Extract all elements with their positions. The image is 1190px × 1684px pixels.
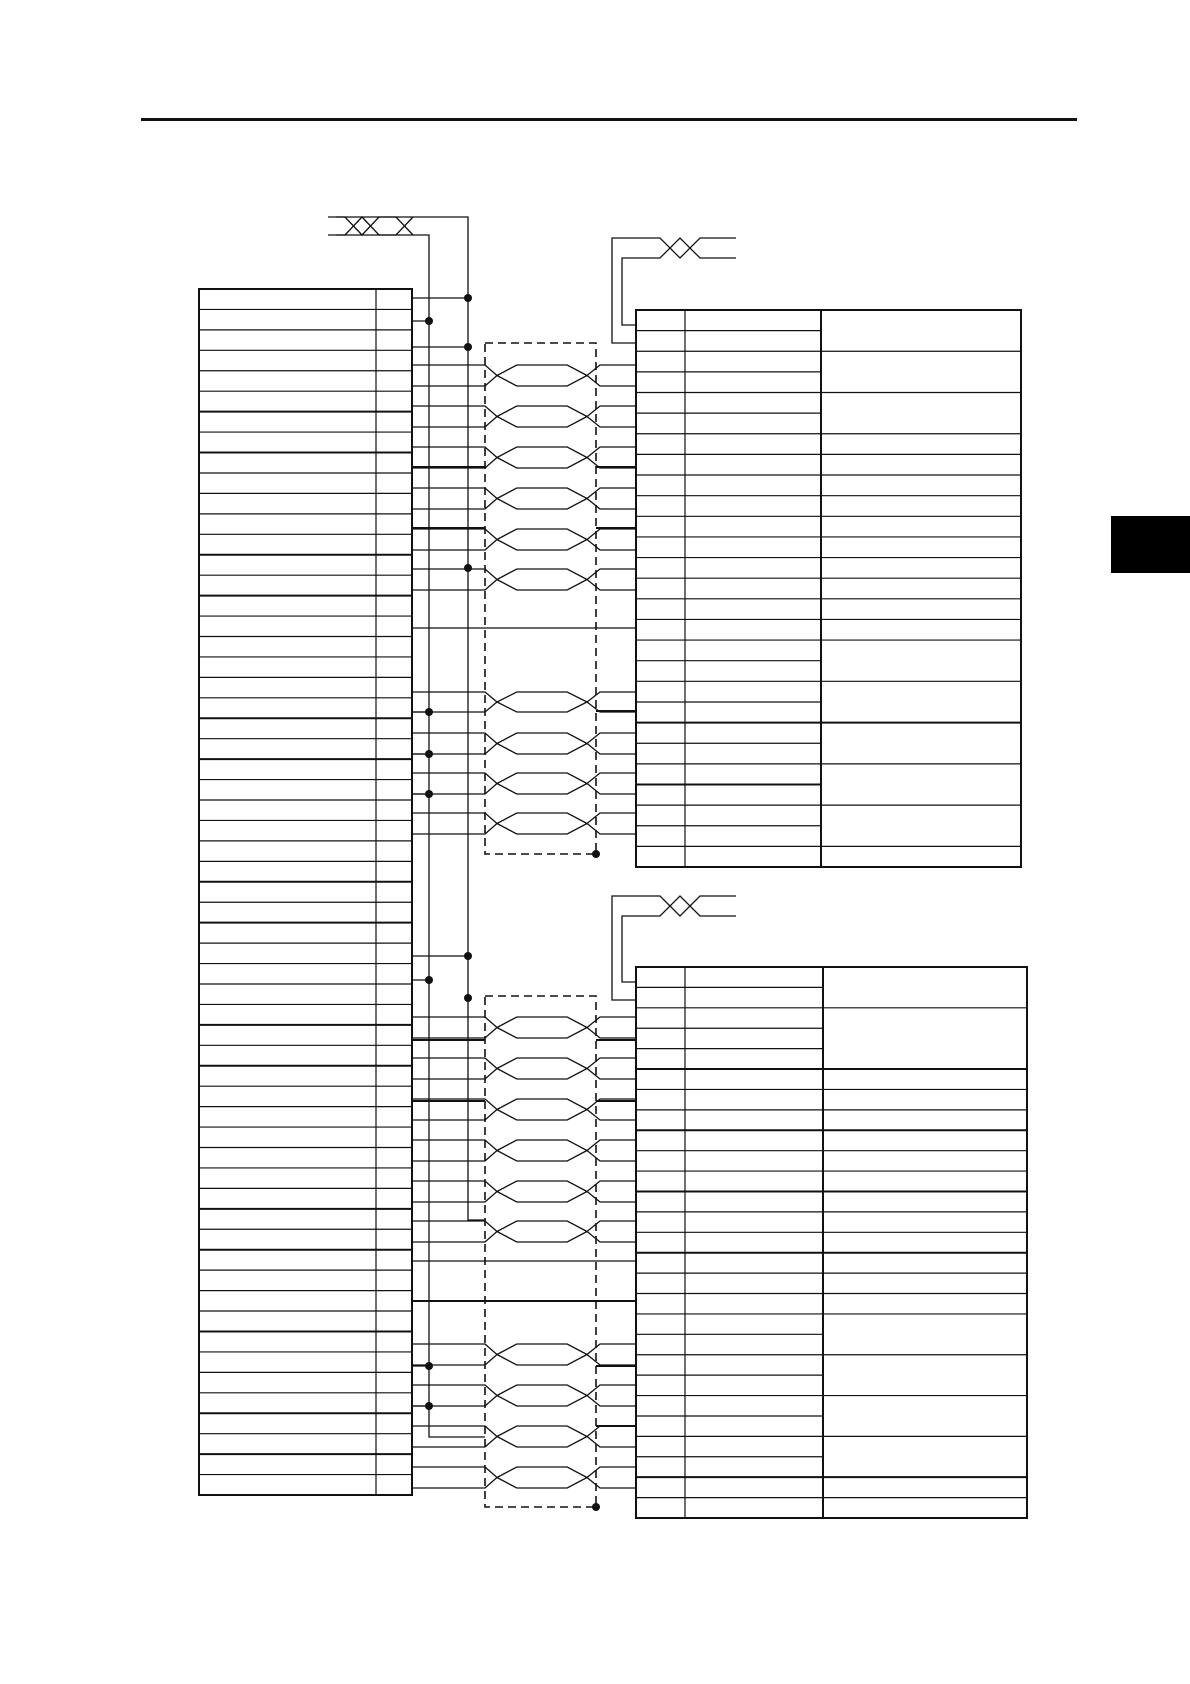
twisted-pair-bottom bbox=[497, 1192, 587, 1203]
pair-right-top bbox=[587, 365, 636, 376]
twisted-pair-top bbox=[497, 692, 587, 702]
wires bbox=[328, 217, 736, 1488]
twisted-pair-bottom bbox=[497, 417, 587, 428]
twisted-pair-bottom bbox=[497, 1396, 587, 1407]
pair-right-bottom bbox=[587, 744, 636, 755]
twisted-pair-bottom bbox=[497, 499, 587, 510]
pair-right-top bbox=[587, 488, 636, 499]
pair-right-bottom bbox=[587, 1069, 636, 1080]
junction-dot bbox=[464, 994, 472, 1002]
upper-connector-frame bbox=[636, 310, 1021, 867]
pair-right-bottom bbox=[587, 784, 636, 795]
upper-shield-drain bbox=[612, 238, 736, 343]
pair-right-top bbox=[587, 1181, 636, 1192]
twisted-pair-top bbox=[497, 1385, 587, 1396]
twisted-pair-bottom bbox=[497, 458, 587, 469]
twisted-pair-bottom bbox=[497, 702, 587, 712]
pair-right-top bbox=[587, 1385, 636, 1396]
twisted-pair-top bbox=[497, 569, 587, 580]
pair-right-bottom bbox=[587, 1192, 636, 1203]
lower-connector-table bbox=[636, 967, 1027, 1518]
junction-dot bbox=[464, 343, 472, 351]
twisted-pair-bottom bbox=[497, 1478, 587, 1489]
pair-right-top bbox=[587, 1221, 636, 1232]
twisted-pair-bottom bbox=[497, 580, 587, 591]
twisted-pair-bottom bbox=[497, 784, 587, 795]
pair-right-top bbox=[587, 1058, 636, 1069]
twisted-pair-top bbox=[497, 1140, 587, 1151]
pair-right-top bbox=[587, 1344, 636, 1355]
twisted-pair-bottom bbox=[497, 376, 587, 387]
twisted-pair-bottom bbox=[497, 1151, 587, 1162]
twisted-pair-bottom bbox=[497, 1355, 587, 1366]
pair-right-top bbox=[587, 1017, 636, 1028]
junction-dot bbox=[592, 850, 600, 858]
junction-dot bbox=[425, 317, 433, 325]
junction-dot bbox=[425, 976, 433, 984]
twisted-pair-top bbox=[497, 1467, 587, 1478]
junction-dot bbox=[464, 294, 472, 302]
pair-right-bottom bbox=[587, 1355, 636, 1366]
twisted-pair-top bbox=[497, 813, 587, 824]
junction-dot bbox=[464, 564, 472, 572]
left-connector-frame bbox=[199, 289, 412, 1495]
twisted-pair-top bbox=[497, 488, 587, 499]
lower-shield-drain bbox=[612, 896, 736, 1000]
twisted-pair-bottom bbox=[497, 540, 587, 551]
pair-right-top bbox=[587, 1140, 636, 1151]
lower-connector-frame bbox=[636, 967, 1027, 1518]
upper-connector-table bbox=[636, 310, 1021, 867]
junction-dots bbox=[425, 294, 600, 1511]
twisted-pair-bottom bbox=[497, 744, 587, 755]
twisted-pair-top bbox=[497, 733, 587, 744]
twisted-pair-symbols bbox=[497, 365, 587, 1488]
junction-dot bbox=[464, 952, 472, 960]
junction-dot bbox=[425, 750, 433, 758]
twisted-pair-bottom bbox=[497, 1110, 587, 1121]
pair-right-top bbox=[587, 569, 636, 580]
junction-dot bbox=[425, 790, 433, 798]
pair-right-top bbox=[587, 813, 636, 824]
pair-right-top bbox=[587, 1426, 636, 1437]
pair-right-bottom bbox=[587, 580, 636, 591]
junction-dot bbox=[425, 1402, 433, 1410]
pair-right-bottom bbox=[587, 1232, 636, 1243]
pair-right-top bbox=[587, 773, 636, 784]
twisted-pair-bottom bbox=[497, 1437, 587, 1448]
twisted-pair-bottom bbox=[497, 1028, 587, 1039]
pair-right-top bbox=[587, 529, 636, 540]
twisted-pair-top bbox=[497, 365, 587, 376]
pair-right-bottom bbox=[587, 499, 636, 510]
pair-right-top bbox=[587, 692, 636, 702]
twisted-pair-bottom bbox=[497, 1232, 587, 1243]
twisted-pair-bottom bbox=[497, 1069, 587, 1080]
junction-dot bbox=[425, 708, 433, 716]
pair-right-bottom bbox=[587, 1028, 636, 1039]
pair-right-top bbox=[587, 733, 636, 744]
bus-ground-line bbox=[336, 235, 485, 1437]
pair-right-bottom bbox=[587, 540, 636, 551]
shield-boxes bbox=[485, 343, 596, 1507]
junction-dot bbox=[592, 1503, 600, 1511]
junction-dot bbox=[425, 1362, 433, 1370]
pair-right-top bbox=[587, 447, 636, 458]
twisted-pair-top bbox=[497, 406, 587, 417]
twisted-pair-top bbox=[497, 1017, 587, 1028]
pair-right-top bbox=[587, 406, 636, 417]
pair-right-bottom bbox=[587, 1437, 636, 1448]
twisted-pair-top bbox=[497, 1344, 587, 1355]
twisted-pair-top bbox=[497, 773, 587, 784]
twisted-pair-top bbox=[497, 1058, 587, 1069]
twisted-pair-bottom bbox=[497, 824, 587, 835]
pair-right-bottom bbox=[587, 417, 636, 428]
pair-right-bottom bbox=[587, 824, 636, 835]
pair-right-bottom bbox=[587, 1110, 636, 1121]
twisted-pair-top bbox=[497, 1221, 587, 1232]
twisted-pair-top bbox=[497, 1099, 587, 1110]
lower-shield-drain bbox=[622, 896, 736, 982]
pair-right-bottom bbox=[587, 376, 636, 387]
left-connector-table bbox=[199, 289, 412, 1495]
twisted-pair-top bbox=[497, 1426, 587, 1437]
upper-shield-drain bbox=[622, 238, 736, 325]
pair-right-bottom bbox=[587, 1151, 636, 1162]
twisted-pair-top bbox=[497, 1181, 587, 1192]
pair-right-bottom bbox=[587, 1396, 636, 1407]
pair-right-top bbox=[587, 1467, 636, 1478]
twisted-pair-top bbox=[497, 529, 587, 540]
twisted-pair-top bbox=[497, 447, 587, 458]
pair-right-bottom bbox=[587, 1478, 636, 1489]
top-cable-symbol bbox=[328, 217, 413, 235]
